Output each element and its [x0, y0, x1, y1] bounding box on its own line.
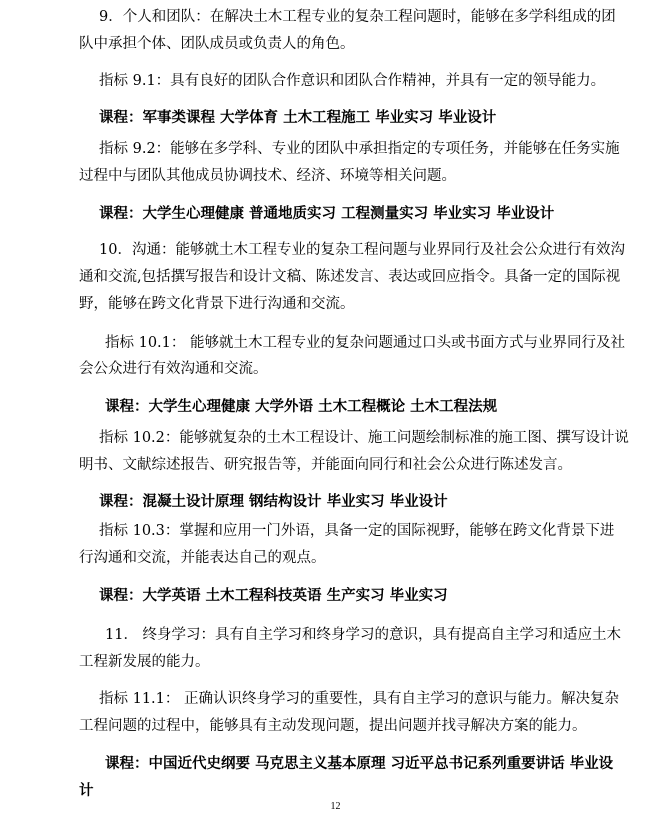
para-9-title-line-2: 队中承担个体、团队成员或负责人的角色。: [79, 36, 355, 52]
course-list-10-1: 课程：大学生心理健康 大学外语 土木工程概论 土木工程法规: [105, 398, 498, 415]
indicator-9-2-line-1: 指标 9.2：能够在多学科、专业的团队中承担指定的专项任务，并能够在任务实施: [99, 141, 620, 157]
course-list-9-1: 课程：军事类课程 大学体育 土木工程施工 毕业实习 毕业设计: [99, 109, 497, 126]
course-list-11-1-line-1: 课程：中国近代史纲要 马克思主义基本原理 习近平总书记系列重要讲话 毕业设: [105, 755, 614, 772]
indicator-10-2-line-1: 指标 10.2：能够就复杂的土木工程设计、施工问题绘制标准的施工图、撰写设计说: [99, 430, 629, 446]
para-11-title-line-2: 工程新发展的能力。: [79, 654, 210, 670]
course-list-10-2: 课程：混凝土设计原理 钢结构设计 毕业实习 毕业设计: [99, 493, 448, 510]
indicator-11-1-line-2: 工程问题的过程中，能够具有主动发现问题，提出问题并找寻解决方案的能力。: [79, 718, 587, 734]
para-10-title-line-1: 10．沟通：能够就土木工程专业的复杂工程问题与业界同行及社会公众进行有效沟: [99, 242, 625, 258]
para-11-title-line-1: 11． 终身学习：具有自主学习和终身学习的意识，具有提高自主学习和适应土木: [105, 627, 622, 643]
indicator-10-3-line-1: 指标 10.3：掌握和应用一门外语，具备一定的国际视野，能够在跨文化背景下进: [99, 523, 615, 539]
para-10-title-line-3: 野，能够在跨文化背景下进行沟通和交流。: [79, 296, 355, 312]
indicator-10-3-line-2: 行沟通和交流，并能表达自己的观点。: [79, 550, 326, 566]
indicator-9-2-line-2: 过程中与团队其他成员协调技术、经济、环境等相关问题。: [79, 168, 456, 184]
course-list-10-3: 课程：大学英语 土木工程科技英语 生产实习 毕业实习: [99, 587, 448, 604]
indicator-10-1-line-1: 指标 10.1： 能够就土木工程专业的复杂问题通过口头或书面方式与业界同行及社: [105, 335, 626, 351]
para-9-title-line-1: 9．个人和团队：在解决土木工程专业的复杂工程问题时，能够在多学科组成的团: [99, 9, 616, 25]
indicator-10-1-line-2: 会公众进行有效沟通和交流。: [79, 361, 268, 377]
page-number: 12: [330, 801, 341, 812]
indicator-10-2-line-2: 明书、文献综述报告、研究报告等，并能面向同行和社会公众进行陈述发言。: [79, 457, 572, 473]
indicator-9-1-line-1: 指标 9.1：具有良好的团队合作意识和团队合作精神，并具有一定的领导能力。: [99, 73, 606, 89]
indicator-11-1-line-1: 指标 11.1： 正确认识终身学习的重要性，具有自主学习的意识与能力。解决复杂: [99, 691, 620, 707]
course-list-11-1-line-2: 计: [79, 782, 94, 799]
course-list-9-2: 课程：大学生心理健康 普通地质实习 工程测量实习 毕业实习 毕业设计: [99, 205, 555, 222]
para-10-title-line-2: 通和交流,包括撰写报告和设计文稿、陈述发言、表达或回应指令。具备一定的国际视: [79, 269, 621, 285]
